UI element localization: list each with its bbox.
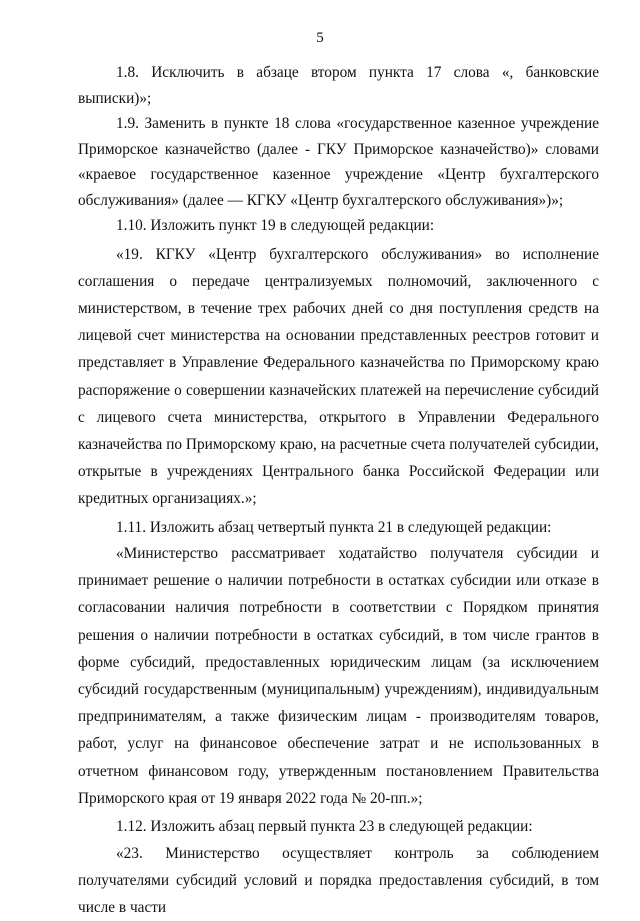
paragraph-1-11: 1.11. Изложить абзац четвертый пункта 21 в следующей редакции:: [116, 518, 552, 536]
paragraph-point-23: «23. Министерство осуществляет контроль за соблюдением получателями субсидий условий и порядка предоставления субсидий, в том числе в части: [78, 844, 599, 916]
paragraph-point-19: «19. КГКУ «Центр бухгалтерского обслуживания» во исполнение соглашения о передаче централизуемых полномочий, заключенного с министерством, в течение трех рабочих дней со дня поступления средств на лицевой счет министерства на основании представленных реестров готовит и представляет в Управление Федерального казначейства по Приморскому краю распоряжение о совершении казначейских платежей на перечисление субсидий с лицевого счета министерства, открытого в Управлении Федерального казначейства по Приморскому краю, на расчетные счета получателей субсидии, открытые в учреждениях Центрального банка Российской Федерации или кредитных организациях.»;: [78, 245, 599, 508]
paragraph-1-9: 1.9. Заменить в пункте 18 слова «государственное казенное учреждение Приморское казначейство (далее - ГКУ Приморское казначейство)» словами «краевое государственное казенное учреждение «Центр бухгалтерского обслуживания» (далее — КГКУ «Центр бухгалтерского обслуживания»)»;: [78, 115, 599, 209]
paragraph-1-8: 1.8. Исключить в абзаце втором пункта 17 слова «, банковские выписки)»;: [78, 64, 599, 107]
page-number: 5: [316, 30, 324, 46]
paragraph-point-21: «Министерство рассматривает ходатайство получателя субсидии и принимает решение о наличии потребности в остатках субсидии или отказе в согласовании наличия потребности в соответствии с Порядком принятия решения о наличии потребности в остатках субсидий, в том числе грантов в форме субсидий, предоставленных юридическим лицам (за исключением субсидий государственным (муниципальным) учреждениям), индивидуальным предпринимателям, а также физическим лицам - производителям товаров, работ, услуг на финансовое обеспечение затрат и не использованных в отчетном финансовом году, утвержденным постановлением Правительства Приморского края от 19 января 2022 года № 20-пп.»;: [78, 545, 599, 807]
paragraph-1-12: 1.12. Изложить абзац первый пункта 23 в следующей редакции:: [116, 818, 533, 836]
paragraph-1-10: 1.10. Изложить пункт 19 в следующей редакции:: [116, 217, 435, 234]
document-body: [78, 60, 599, 921]
